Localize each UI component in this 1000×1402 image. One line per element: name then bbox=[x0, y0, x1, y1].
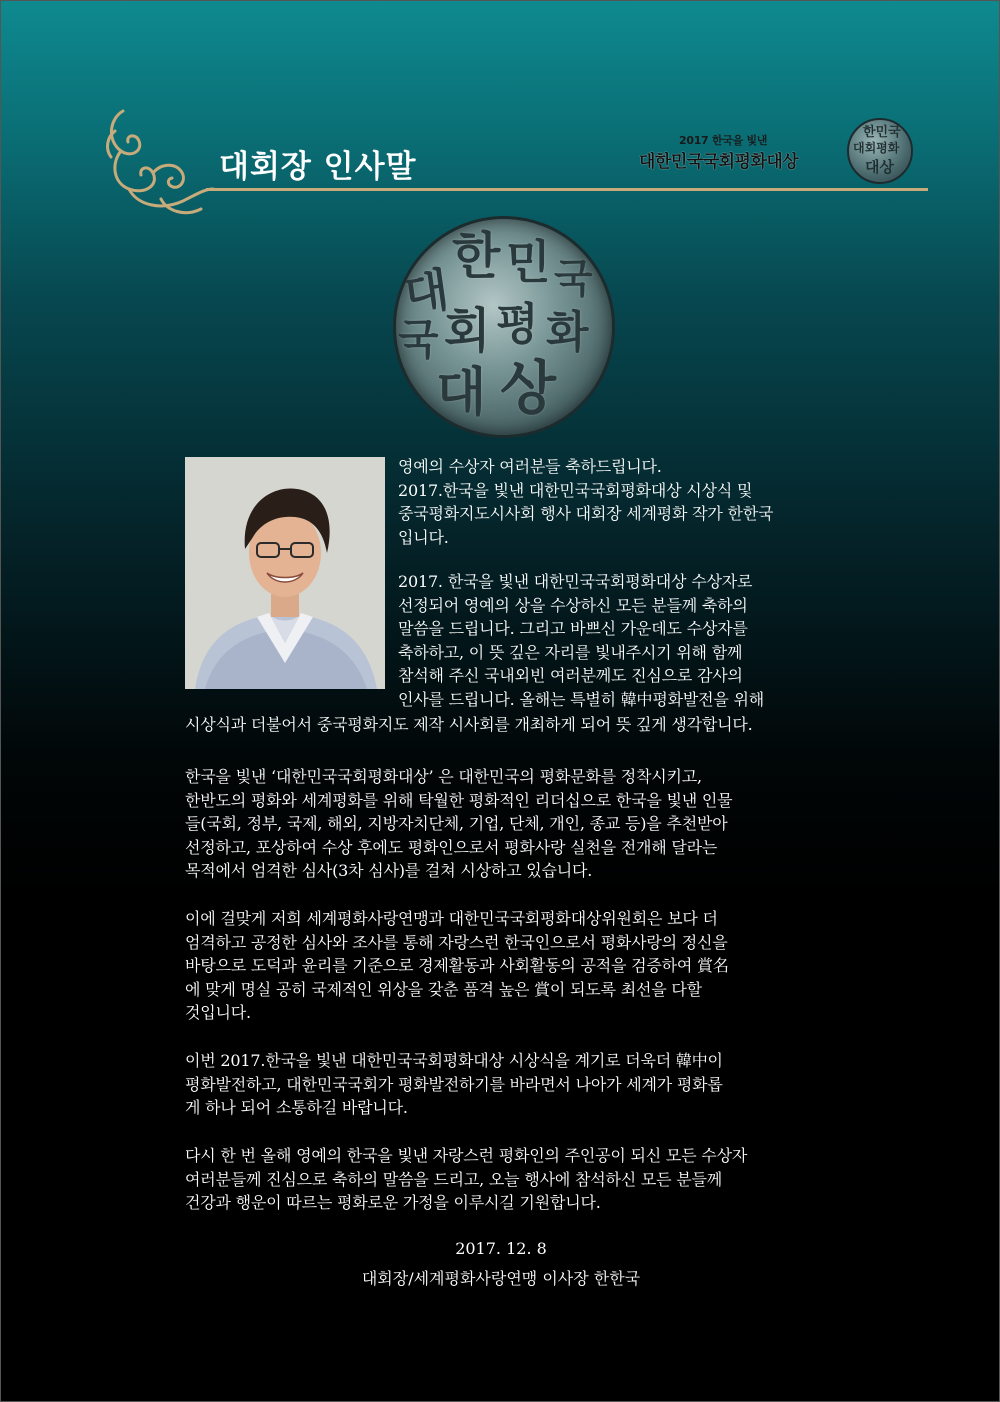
text-line: 목적에서 엄격한 심사(3차 심사)를 걸쳐 시상하고 있습니다. bbox=[185, 861, 593, 880]
text-line: 여러분들께 진심으로 축하의 말씀을 드리고, 오늘 행사에 참석하신 모든 분들께 bbox=[185, 1169, 723, 1189]
text-line: 들(국회, 정부, 국제, 해외, 지방자치단체, 기업, 단체, 개인, 종교 등)을 추천받아 bbox=[185, 814, 728, 833]
text-line: 인사를 드립니다. 올해는 특별히 韓中평화발전을 위해 bbox=[398, 689, 765, 709]
text-line: 입니다. bbox=[398, 527, 449, 547]
award-emblem-logo: 대 한 민 국 국 회 평 화 대 상 bbox=[393, 216, 615, 438]
portrait-illustration bbox=[185, 457, 385, 689]
greeting-paragraph-last-line: 시상식과 더불어서 중국평화지도 제작 시사회를 개최하게 되어 뜻 깊게 생각합니다. bbox=[185, 715, 753, 734]
text-line: 건강과 행운이 따르는 평화로운 가정을 이루시길 기원합니다. bbox=[185, 1193, 601, 1212]
text-line: 평화발전하고, 대한민국국회가 평화발전하기를 바라면서 나아가 세계가 평화롭 bbox=[185, 1074, 723, 1094]
text-line: 영예의 수상자 여러분들 축하드립니다. bbox=[398, 457, 662, 476]
text-line: 선정하고, 포상하여 수상 후에도 평화인으로서 평화사랑 실천을 전개해 달라는 bbox=[185, 837, 718, 857]
document-date: 2017. 12. 8 bbox=[455, 1239, 547, 1258]
brand-subtitle: 2017 한국을 빛낸 bbox=[679, 134, 768, 147]
swirl-ornament-icon bbox=[101, 101, 216, 221]
text-line: 다시 한 번 올해 영예의 한국을 빛낸 자랑스런 평화인의 주인공이 되신 모든 수상자 bbox=[185, 1146, 748, 1165]
text-line: 이번 2017.한국을 빛낸 대한민국국회평화대상 시상식을 계기로 더욱더 韓中이 bbox=[185, 1051, 723, 1070]
signature-line: 대회장/세계평화사랑연맹 이사장 한한국 bbox=[361, 1269, 641, 1288]
portrait-photo bbox=[185, 457, 385, 689]
text-line: 한국을 빛낸 ‘대한민국국회평화대상’ 은 대한민국의 평화문화를 정착시키고, bbox=[185, 767, 702, 786]
text-line: 에 맞게 명실 공히 국제적인 위상을 갖춘 품격 높은 賞이 되도록 최선을 다할 bbox=[185, 979, 702, 999]
text-line: 말씀을 드립니다. 그리고 바쁘신 가운데도 수상자를 bbox=[398, 619, 748, 638]
text-line: 축하하고, 이 뜻 깊은 자리를 빛내주시기 위해 함께 bbox=[398, 642, 743, 662]
header-divider bbox=[206, 188, 928, 191]
text-line: 것입니다. bbox=[185, 1003, 251, 1022]
text-line: 바탕으로 도덕과 윤리를 기준으로 경제활동과 사회활동의 공적을 검증하여 賞名 bbox=[185, 956, 729, 975]
text-line: 2017.한국을 빛낸 대한민국국회평화대상 시상식 및 bbox=[398, 480, 753, 500]
text-line: 선정되어 영예의 상을 수상하신 모든 분들께 축하의 bbox=[398, 595, 748, 615]
text-line: 이에 걸맞게 저희 세계평화사랑연맹과 대한민국국회평화대상위원회은 보다 더 bbox=[185, 909, 718, 928]
brand-emblem-logo: 한민국 대회평화 대상 bbox=[847, 118, 913, 184]
text-line: 2017. 한국을 빛낸 대한민국국회평화대상 수상자로 bbox=[398, 572, 753, 591]
text-line: 게 하나 되어 소통하길 바랍니다. bbox=[185, 1098, 408, 1117]
text-line: 한반도의 평화와 세계평화를 위해 탁월한 평화적인 리더십으로 한국을 빛낸 인물 bbox=[185, 790, 733, 810]
page-title: 대회장 인사말 bbox=[219, 149, 417, 185]
text-line: 참석해 주신 국내외빈 여러분께도 진심으로 감사의 bbox=[398, 666, 743, 685]
text-line: 중국평화지도시사회 행사 대회장 세계평화 작가 한한국 bbox=[398, 504, 774, 523]
text-line: 엄격하고 공정한 심사와 조사를 통해 자랑스런 한국인으로서 평화사랑의 정신을 bbox=[185, 932, 728, 952]
brand-title: 대한민국국회평화대상 bbox=[639, 152, 799, 172]
